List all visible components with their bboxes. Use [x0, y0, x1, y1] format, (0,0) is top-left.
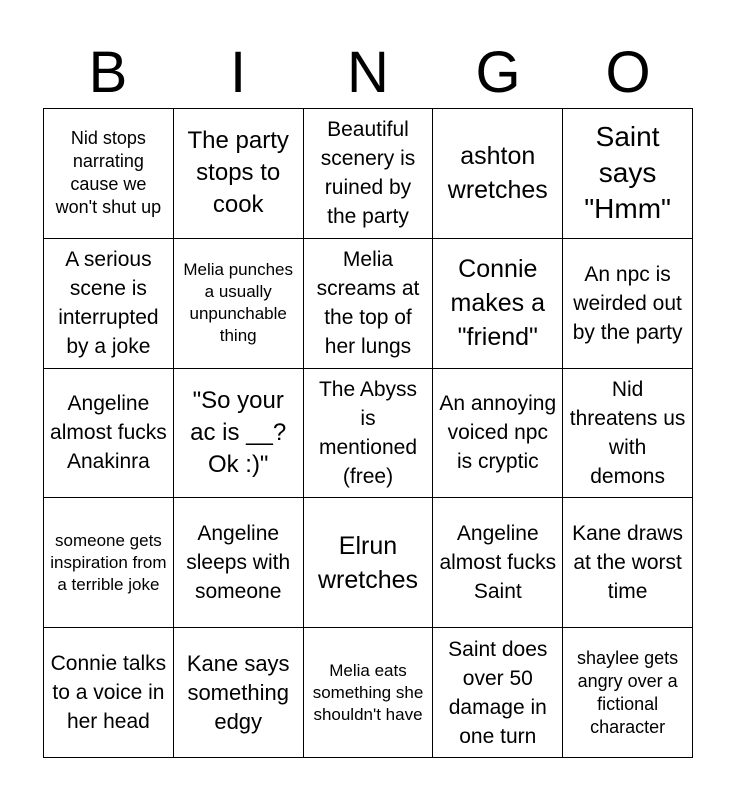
bingo-cell[interactable] — [44, 369, 174, 499]
cell-text: An npc is weirded out by the party — [572, 262, 683, 344]
cell-text: Angeline almost fucks Anakinra — [50, 392, 167, 474]
bingo-cell[interactable] — [174, 109, 304, 239]
cell-text: Nid threatens us with demons — [569, 377, 686, 488]
bingo-board — [43, 108, 693, 758]
bingo-cell[interactable] — [433, 628, 563, 758]
cell-text: Melia punches a usually unpunchable thing — [183, 260, 293, 346]
cell-text: Melia screams at the top of her lungs — [316, 248, 420, 359]
bingo-cell[interactable] — [563, 498, 693, 628]
bingo-cell[interactable] — [563, 109, 693, 239]
cell-text: ashton wretches — [447, 142, 548, 205]
bingo-cell[interactable] — [44, 109, 174, 239]
bingo-cell[interactable] — [304, 498, 434, 628]
bingo-cell[interactable] — [563, 369, 693, 499]
cell-text: Angeline almost fucks Saint — [439, 522, 557, 604]
cell-text: Saint does over 50 damage in one turn — [448, 637, 548, 748]
cell-text: Kane says something edgy — [186, 651, 290, 735]
bingo-cell[interactable] — [563, 239, 693, 369]
bingo-cell[interactable] — [44, 239, 174, 369]
bingo-cell[interactable] — [433, 109, 563, 239]
cell-text: An annoying voiced npc is cryptic — [439, 392, 557, 474]
cell-text: A serious scene is interrupted by a joke — [58, 248, 159, 359]
bingo-cell[interactable] — [174, 628, 304, 758]
bingo-cell[interactable] — [433, 498, 563, 628]
bingo-cell[interactable] — [174, 369, 304, 499]
bingo-cell[interactable] — [433, 239, 563, 369]
cell-text: "So your ac is __? Ok :)" — [190, 386, 287, 478]
bingo-header — [43, 38, 693, 108]
bingo-cell[interactable] — [174, 498, 304, 628]
bingo-cell[interactable] — [44, 498, 174, 628]
cell-text: Melia eats something she shouldn't have — [312, 660, 424, 724]
bingo-cell[interactable] — [304, 628, 434, 758]
cell-text: shaylee gets angry over a fictional character — [577, 647, 679, 737]
cell-text: Nid stops narrating cause we won't shut up — [55, 128, 162, 218]
cell-text: Angeline sleeps with someone — [186, 522, 291, 604]
bingo-cell[interactable] — [174, 239, 304, 369]
cell-text: Beautiful scenery is ruined by the party — [320, 118, 416, 229]
cell-text: Connie makes a "friend" — [450, 255, 546, 352]
cell-text: The Abyss is mentioned (free) — [318, 377, 418, 488]
bingo-cell[interactable] — [304, 109, 434, 239]
header-letter-g: G — [475, 40, 521, 105]
header-letter-b: B — [88, 40, 128, 105]
cell-text: Elrun wretches — [317, 531, 419, 594]
cell-text: The party stops to cook — [187, 127, 289, 219]
bingo-cell[interactable] — [433, 369, 563, 499]
header-letter-i: I — [229, 40, 247, 105]
cell-text: Kane draws at the worst time — [572, 522, 684, 604]
bingo-cell[interactable] — [304, 369, 434, 499]
cell-text: someone gets inspiration from a terrible joke — [50, 530, 167, 594]
bingo-cell[interactable] — [44, 628, 174, 758]
bingo-cell[interactable] — [563, 628, 693, 758]
bingo-cell[interactable] — [304, 239, 434, 369]
cell-text: Connie talks to a voice in her head — [50, 652, 167, 734]
header-letter-n: N — [347, 40, 389, 105]
header-letter-o: O — [605, 40, 651, 105]
cell-text: Saint says "Hmm" — [584, 121, 671, 225]
